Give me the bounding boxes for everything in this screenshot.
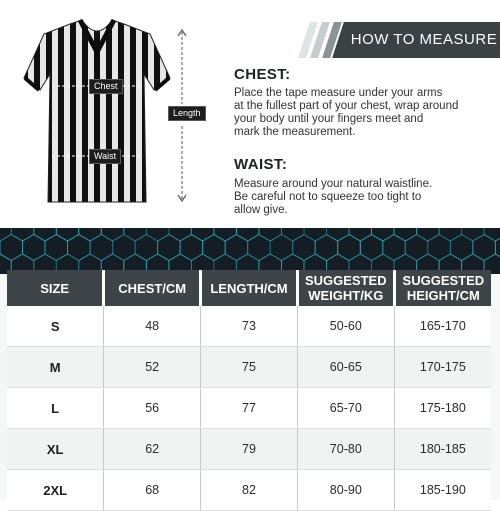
weight-cell: 65-70	[297, 388, 394, 429]
hexagon-cell	[248, 235, 271, 261]
hexagon-cell	[383, 235, 406, 261]
hexagon-cell	[124, 228, 147, 241]
hexagon-cell	[405, 235, 428, 261]
table-row	[7, 306, 491, 347]
length-cell: 82	[201, 470, 298, 511]
chest-cell: 48	[104, 306, 201, 347]
hexagon-cell	[113, 235, 136, 261]
length-cell: 77	[201, 388, 298, 429]
weight-cell: 80-90	[297, 470, 394, 511]
hexagon-cell	[428, 235, 451, 261]
hexagon-cell	[0, 228, 11, 241]
height-cell: 180-185	[394, 429, 491, 470]
waist-instructions	[234, 178, 484, 217]
hexagon-cell	[0, 235, 23, 261]
waist-tag: Waist	[89, 149, 121, 164]
waist-heading: WAIST:	[234, 156, 288, 173]
waist-line: Measure around your natural waistline.	[234, 178, 433, 190]
chest-line: at the fullest part of your chest, wrap around	[234, 100, 459, 112]
hexagon-cell	[191, 228, 214, 241]
hexagon-cell	[34, 228, 57, 241]
size-cell: M	[7, 347, 104, 388]
hexagon-cell	[315, 235, 338, 261]
hexagon-cell	[101, 228, 124, 241]
hexagon-pattern-background	[0, 228, 500, 274]
weight-cell: 50-60	[297, 306, 394, 347]
chest-tag: Chest	[89, 79, 123, 94]
table-row	[7, 388, 491, 429]
hexagon-cell	[473, 235, 496, 261]
hexagon-cell	[327, 228, 350, 241]
hexagon-cell	[135, 235, 158, 261]
hexagon-cell	[90, 235, 113, 261]
hexagon-cell	[236, 228, 259, 241]
size-cell: S	[7, 306, 104, 347]
hexagon-cell	[394, 228, 417, 241]
hexagon-cell	[349, 228, 372, 241]
hexagon-cell	[68, 235, 91, 261]
length-tag: Length	[168, 106, 206, 121]
size-cell: L	[7, 388, 104, 429]
hexagon-cell	[360, 235, 383, 261]
how-to-measure-section	[0, 0, 500, 228]
table-row	[7, 470, 491, 511]
table-row	[7, 347, 491, 388]
chest-cell: 68	[104, 470, 201, 511]
hexagon-cell	[23, 235, 46, 261]
table-row	[7, 429, 491, 470]
hexagon-cell	[203, 235, 226, 261]
chest-cell: 56	[104, 388, 201, 429]
hexagon-cell	[214, 228, 237, 241]
hexagon-cell	[439, 228, 462, 241]
size-chart-table	[7, 270, 491, 511]
hexagon-cell	[180, 235, 203, 261]
chest-cell: 52	[104, 347, 201, 388]
length-cell: 73	[201, 306, 298, 347]
hexagon-cell	[146, 228, 169, 241]
hexagon-cell	[56, 228, 79, 241]
header-chest: CHEST/CM	[104, 270, 201, 306]
chest-line: your body until your fingers meet and	[234, 113, 424, 125]
chest-cell: 62	[104, 429, 201, 470]
hexagon-cell	[259, 228, 282, 241]
hexagon-cell	[293, 235, 316, 261]
table-header-row	[7, 270, 491, 306]
hexagon-cell	[79, 228, 102, 241]
hexagon-cell	[372, 228, 395, 241]
hexagon-cell	[169, 228, 192, 241]
weight-cell: 70-80	[297, 429, 394, 470]
chest-heading: CHEST:	[234, 66, 291, 83]
hexagon-cell	[450, 235, 473, 261]
height-cell: 170-175	[394, 347, 491, 388]
height-cell: 175-180	[394, 388, 491, 429]
chest-line: Place the tape measure under your arms	[234, 87, 443, 99]
hexagon-cell	[282, 228, 305, 241]
striped-referee-shirt-icon	[22, 18, 172, 204]
size-cell: 2XL	[7, 470, 104, 511]
hexagon-cell	[462, 228, 485, 241]
header-weight: SUGGESTED WEIGHT/KG	[297, 270, 394, 306]
height-cell: 165-170	[394, 306, 491, 347]
hexagon-cell	[225, 235, 248, 261]
hexagon-cell	[270, 235, 293, 261]
how-to-measure-banner	[302, 22, 500, 58]
hexagon-cell	[338, 235, 361, 261]
header-size: SIZE	[7, 270, 104, 306]
header-height: SUGGESTED HEIGHT/CM	[394, 270, 491, 306]
hexagon-cell	[304, 228, 327, 241]
banner-title: HOW TO MEASURE	[350, 31, 498, 48]
hexagon-cell	[417, 228, 440, 241]
hexagon-cell	[45, 235, 68, 261]
hexagon-cell	[158, 235, 181, 261]
length-cell: 79	[201, 429, 298, 470]
length-cell: 75	[201, 347, 298, 388]
waist-line: Be careful not to squeeze too tight to	[234, 191, 422, 203]
header-length: LENGTH/CM	[201, 270, 298, 306]
chest-line: mark the measurement.	[234, 126, 356, 138]
size-cell: XL	[7, 429, 104, 470]
chest-instructions	[234, 87, 484, 139]
hexagon-cell	[11, 228, 34, 241]
waist-line: allow give.	[234, 204, 288, 216]
weight-cell: 60-65	[297, 347, 394, 388]
height-cell: 185-190	[394, 470, 491, 511]
